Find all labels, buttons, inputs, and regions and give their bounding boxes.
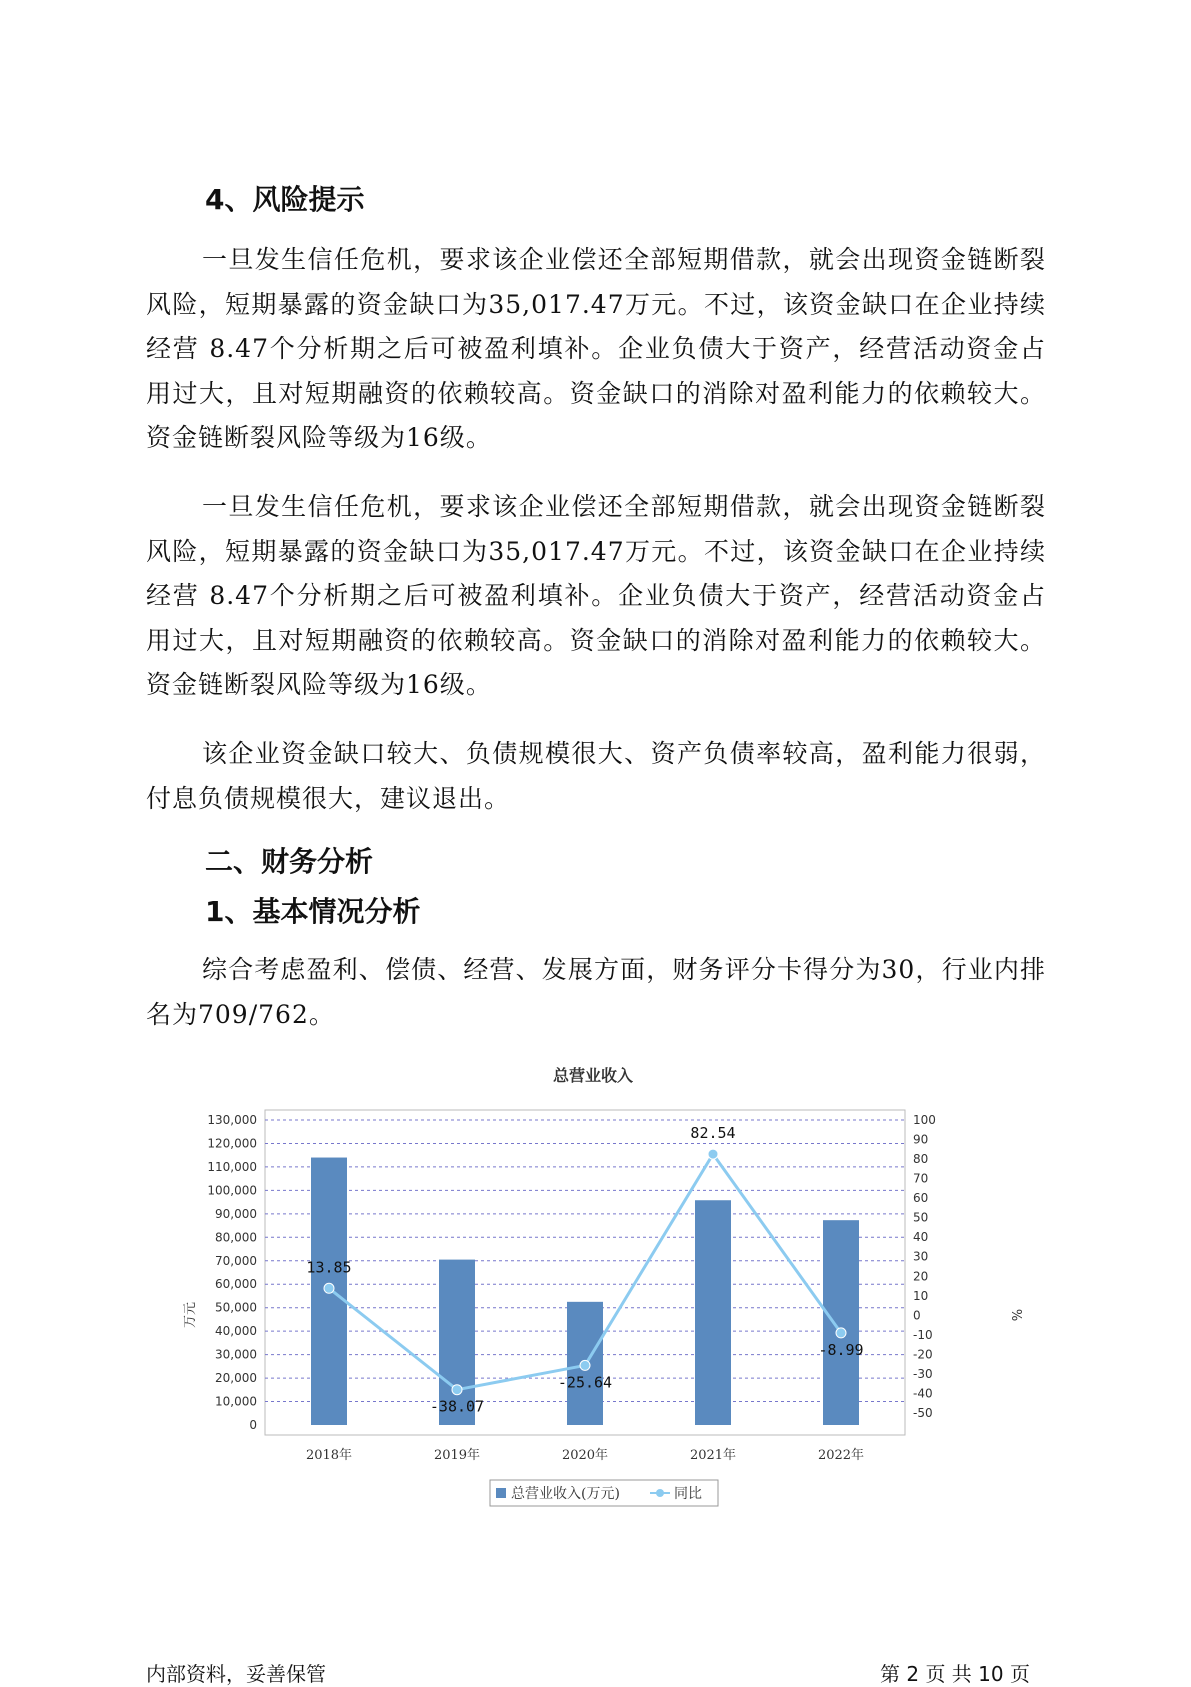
- yoy-point: [708, 1149, 718, 1159]
- left-tick-label: 100,000: [207, 1183, 257, 1198]
- right-tick-label: 100: [913, 1113, 936, 1127]
- yoy-point: [452, 1385, 462, 1395]
- left-tick-label: 80,000: [215, 1230, 257, 1245]
- chart-legend: [490, 1480, 718, 1506]
- legend-line-label: 同比: [674, 1486, 702, 1502]
- left-tick-label: 0: [249, 1418, 257, 1432]
- yoy-data-label: 82.54: [690, 1124, 736, 1143]
- footer-page-number: 第 2 页 共 10 页: [880, 1662, 1030, 1686]
- right-tick-label: -10: [913, 1327, 933, 1342]
- yoy-data-label: -25.64: [557, 1373, 613, 1392]
- left-tick-label: 10,000: [215, 1394, 257, 1409]
- left-axis-ticks: [207, 1113, 257, 1432]
- right-tick-label: -20: [913, 1347, 933, 1362]
- right-tick-label: -40: [913, 1386, 933, 1401]
- risk-paragraph-1: 一旦发生信任危机，要求该企业偿还全部短期借款，就会出现资金链断裂风险，短期暴露的资金缺口为35,017.47万元。不过，该资金缺口在企业持续经营 8.47个分析期之后可被盈利填补。企业负债大于资产，经营活动资金占用过大，且对短期融资的依赖较高。资金缺口的消除对盈利能力的依赖较大。资金链断裂风险等级为16级。: [146, 245, 1046, 452]
- yoy-point: [580, 1360, 590, 1370]
- right-tick-label: 40: [913, 1230, 929, 1245]
- right-axis-label: %: [1008, 1308, 1023, 1322]
- legend-bar-swatch: [496, 1488, 506, 1498]
- right-tick-label: 90: [913, 1132, 929, 1147]
- right-tick-label: 80: [913, 1152, 929, 1167]
- left-axis-label: 万元: [183, 1301, 198, 1329]
- left-tick-label: 110,000: [207, 1159, 257, 1174]
- x-tick-label: 2018年: [305, 1448, 353, 1463]
- legend-line-marker: [656, 1489, 664, 1497]
- left-tick-label: 120,000: [207, 1136, 257, 1151]
- yoy-point: [836, 1328, 846, 1338]
- right-tick-label: 60: [913, 1191, 929, 1206]
- risk-paragraph-2: 一旦发生信任危机，要求该企业偿还全部短期借款，就会出现资金链断裂风险，短期暴露的资金缺口为35,017.47万元。不过，该资金缺口在企业持续经营 8.47个分析期之后可被盈利填补。企业负债大于资产，经营活动资金占用过大，且对短期融资的依赖较高。资金缺口的消除对盈利能力的依赖较大。资金链断裂风险等级为16级。: [146, 492, 1046, 699]
- x-tick-label: 2020年: [561, 1448, 609, 1463]
- right-tick-label: -30: [913, 1366, 933, 1381]
- right-tick-label: 20: [913, 1269, 929, 1284]
- risk-paragraph-3: 该企业资金缺口较大、负债规模很大、资产负债率较高，盈利能力很弱，付息负债规模很大，建议退出。: [146, 739, 1046, 813]
- x-axis-labels: [306, 1447, 864, 1463]
- risk-section-heading: 4、风险提示: [205, 183, 365, 216]
- left-tick-label: 30,000: [215, 1347, 257, 1362]
- right-axis-ticks: [913, 1113, 936, 1420]
- x-tick-label: 2022年: [817, 1448, 865, 1463]
- left-tick-label: 40,000: [215, 1324, 257, 1339]
- left-tick-label: 90,000: [215, 1206, 257, 1221]
- legend-bar-label: 总营业收入(万元): [511, 1486, 620, 1502]
- finance-paragraph: 综合考虑盈利、偿债、经营、发展方面，财务评分卡得分为30，行业内排名为709/762。: [146, 955, 1046, 1029]
- basic-analysis-heading: 1、基本情况分析: [205, 895, 421, 928]
- left-tick-label: 70,000: [215, 1253, 257, 1268]
- yoy-point: [324, 1283, 334, 1293]
- bar-2022年: [823, 1220, 859, 1425]
- left-tick-label: 20,000: [215, 1371, 257, 1386]
- revenue-chart: [180, 1060, 1030, 1520]
- right-tick-label: 0: [913, 1308, 921, 1323]
- finance-section-heading: 二、财务分析: [205, 845, 374, 878]
- right-tick-label: 70: [913, 1171, 929, 1186]
- left-tick-label: 50,000: [215, 1300, 257, 1315]
- right-tick-label: -50: [913, 1406, 933, 1420]
- chart-title: 总营业收入: [552, 1066, 634, 1085]
- right-tick-label: 30: [913, 1249, 929, 1264]
- bar-2021年: [695, 1200, 731, 1425]
- yoy-data-label: 13.85: [306, 1258, 352, 1277]
- yoy-data-label: -8.99: [818, 1340, 864, 1359]
- left-tick-label: 60,000: [215, 1277, 257, 1292]
- x-tick-label: 2021年: [689, 1448, 737, 1463]
- footer-confidential: 内部资料，妥善保管: [146, 1662, 326, 1686]
- left-tick-label: 130,000: [207, 1113, 257, 1127]
- right-tick-label: 10: [913, 1288, 929, 1303]
- right-tick-label: 50: [913, 1210, 929, 1225]
- yoy-data-label: -38.07: [429, 1397, 485, 1416]
- x-tick-label: 2019年: [433, 1448, 481, 1463]
